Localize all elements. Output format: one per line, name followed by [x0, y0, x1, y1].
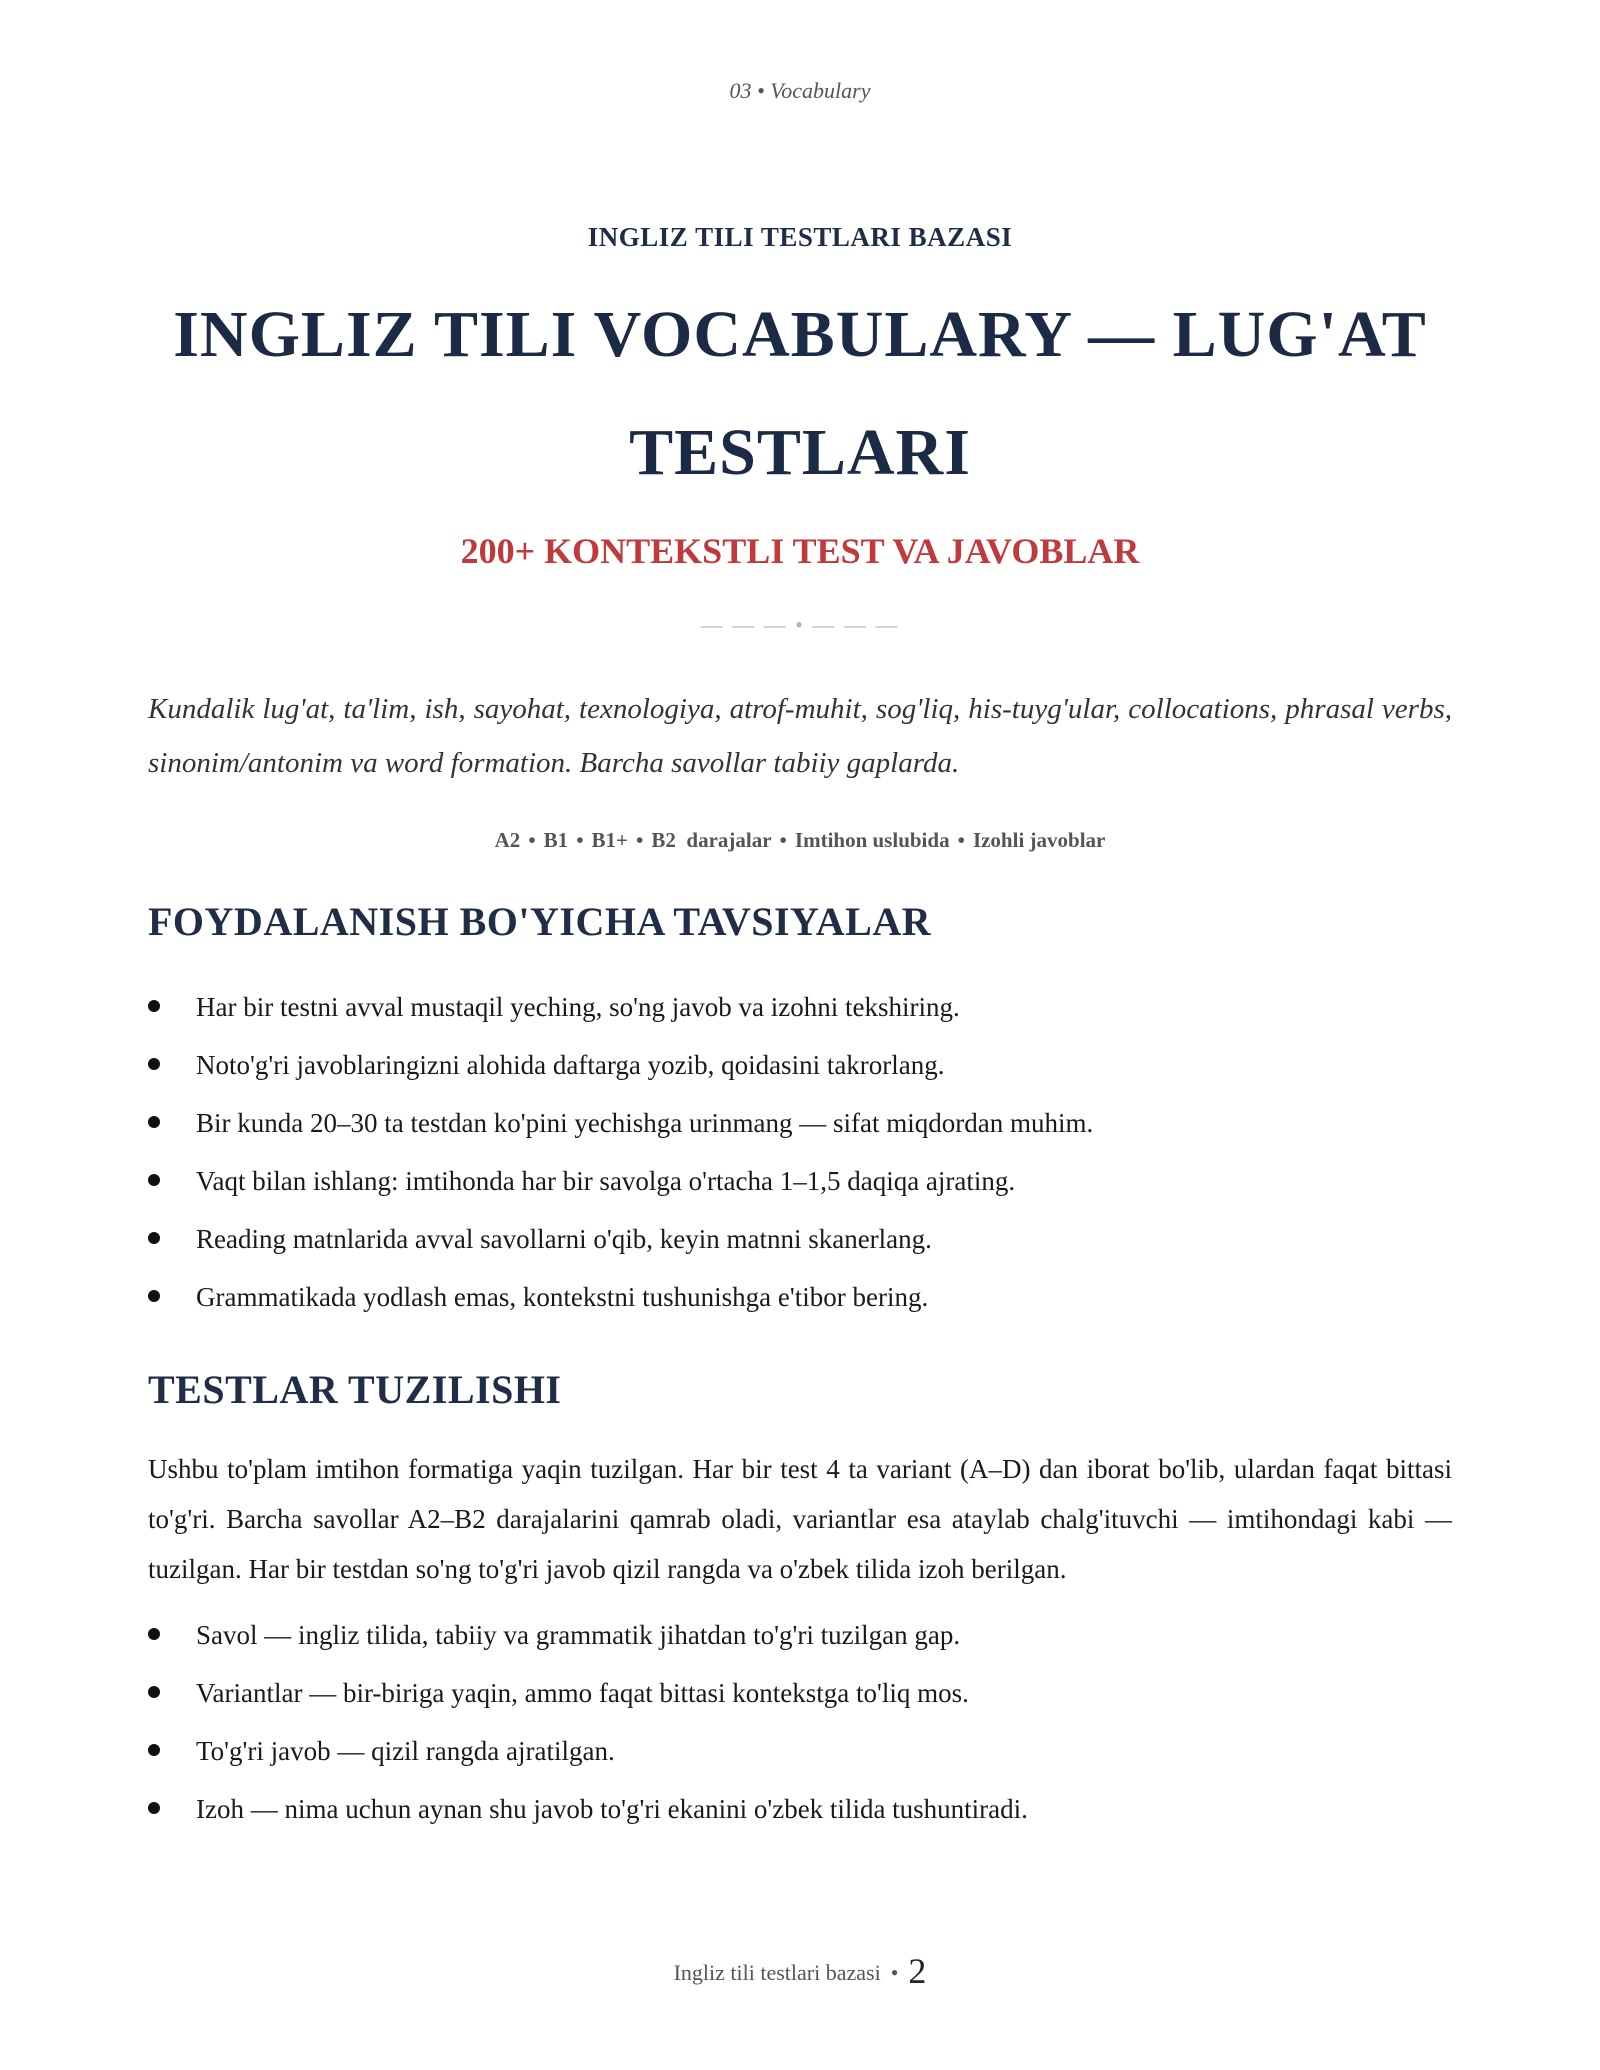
list-item-text: Vaqt bilan ishlang: imtihonda har bir savolga o'rtacha 1–1,5 daqiqa ajrating.: [196, 1166, 1016, 1196]
separator-dot: •: [779, 828, 787, 852]
separator-dot: •: [636, 828, 644, 852]
separator-dot: •: [528, 828, 536, 852]
page-footer: [0, 1950, 1600, 1992]
list-item-text: Variantlar — bir-biriga yaqin, ammo faqat bittasi kontekstga to'liq mos.: [196, 1678, 969, 1708]
level-tags: [0, 828, 1600, 853]
feature-tag: Imtihon uslubida: [794, 828, 950, 852]
bullet-icon: [148, 1802, 160, 1814]
list-item-text: Har bir testni avval mustaqil yeching, so'ng javob va izohni tekshiring.: [196, 992, 960, 1022]
list-item-text: Bir kunda 20–30 ta testdan ko'pini yechishga urinmang — sifat miqdordan muhim.: [196, 1108, 1094, 1138]
level-tag: B2 darajalar: [651, 828, 772, 852]
footer-label: Ingliz tili testlari bazasi: [673, 1960, 881, 1985]
structure-paragraph: Ushbu to'plam imtihon formatiga yaqin tuzilgan. Har bir test 4 ta variant (A–D) dan iborat bo'lib, ulardan faqat bittasi to'g'ri. Barcha savollar A2–B2 darajalarini qamrab oladi, variantlar esa ataylab chalg'ituvchi — imtihondagi kabi — tuzilgan. Har bir testdan so'ng to'g'ri javob qizil rangda va o'zbek tilida izoh berilgan.: [148, 1454, 1452, 1584]
list-item: [148, 1268, 1458, 1326]
separator-dot: •: [576, 828, 584, 852]
feature-tag: Izohli javoblar: [972, 828, 1106, 852]
list-item-text: Savol — ingliz tilida, tabiiy va grammatik jihatdan to'g'ri tuzilgan gap.: [196, 1620, 961, 1650]
list-item-text: To'g'ri javob — qizil rangda ajratilgan.: [196, 1736, 615, 1766]
list-item: [148, 1094, 1458, 1152]
running-head: 03 • Vocabulary: [729, 78, 871, 103]
tips-list: [148, 978, 1458, 1326]
bullet-icon: [148, 1232, 160, 1244]
bullet-icon: [148, 1000, 160, 1012]
level-tag: B1: [543, 828, 569, 852]
section-heading-structure: TESTLAR TUZILISHI: [148, 1367, 562, 1412]
list-item-text: Reading matnlarida avval savollarni o'qib, keyin matnni skanerlang.: [196, 1224, 932, 1254]
bullet-icon: [148, 1116, 160, 1128]
list-item-text: Izoh — nima uchun aynan shu javob to'g'ri ekanini o'zbek tilida tushuntiradi.: [196, 1794, 1028, 1824]
separator-dot: •: [957, 828, 965, 852]
list-item: [148, 1722, 1458, 1780]
page-title: INGLIZ TILI VOCABULARY — LUG'AT TESTLARI: [173, 298, 1427, 489]
ornament-divider: — — — • — — —: [700, 612, 900, 637]
list-item: [148, 1152, 1458, 1210]
bullet-icon: [148, 1290, 160, 1302]
page-number: 2: [908, 1951, 927, 1991]
structure-list: [148, 1606, 1458, 1838]
level-tag: A2: [494, 828, 521, 852]
level-tag: B1+: [591, 828, 629, 852]
bullet-icon: [148, 1058, 160, 1070]
footer-separator: •: [890, 1960, 899, 1985]
bullet-icon: [148, 1628, 160, 1640]
list-item: [148, 1210, 1458, 1268]
lead-paragraph: Kundalik lug'at, ta'lim, ish, sayohat, texnologiya, atrof-muhit, sog'liq, his-tuyg'ular, collocations, phrasal verbs, sinonim/antonim va word formation. Barcha savollar tabiiy gaplarda.: [148, 693, 1452, 779]
list-item: [148, 978, 1458, 1036]
bullet-icon: [148, 1174, 160, 1186]
list-item: [148, 1664, 1458, 1722]
bullet-icon: [148, 1686, 160, 1698]
list-item: [148, 1036, 1458, 1094]
list-item: [148, 1606, 1458, 1664]
bullet-icon: [148, 1744, 160, 1756]
series-label: INGLIZ TILI TESTLARI BAZASI: [587, 222, 1013, 252]
list-item: [148, 1780, 1458, 1838]
subtitle: 200+ KONTEKSTLI TEST VA JAVOBLAR: [460, 531, 1140, 571]
section-heading-tips: FOYDALANISH BO'YICHA TAVSIYALAR: [148, 899, 932, 944]
list-item-text: Noto'g'ri javoblaringizni alohida daftarga yozib, qoidasini takrorlang.: [196, 1050, 945, 1080]
list-item-text: Grammatikada yodlash emas, kontekstni tushunishga e'tibor bering.: [196, 1282, 929, 1312]
